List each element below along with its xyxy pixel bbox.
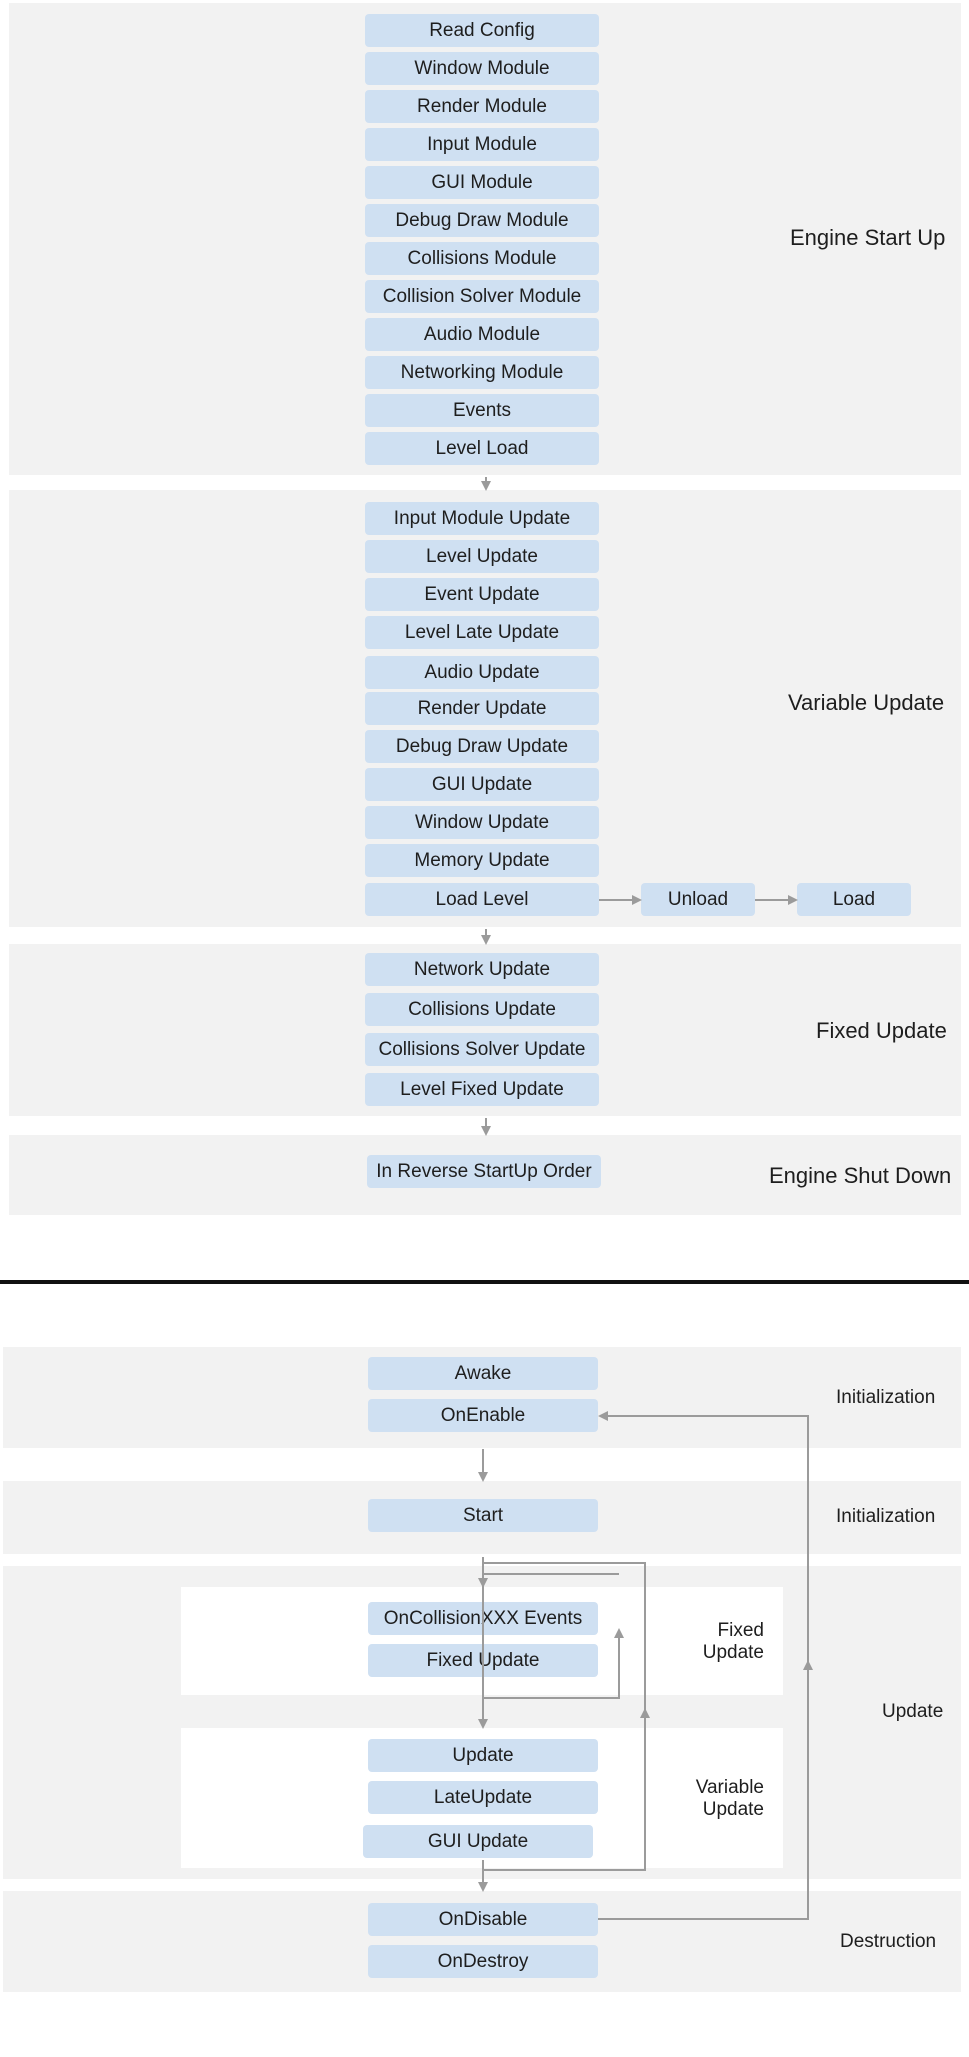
step-awake: Awake xyxy=(368,1357,598,1390)
step-level-update: Level Update xyxy=(365,540,599,573)
step-networking-module: Networking Module xyxy=(365,356,599,389)
step-oncollision-events: OnCollisionXXX Events xyxy=(368,1602,598,1635)
step-ondisable: OnDisable xyxy=(368,1903,598,1936)
step-collisions-solver-update: Collisions Solver Update xyxy=(365,1033,599,1066)
step-events: Events xyxy=(365,394,599,427)
section-divider xyxy=(0,1280,969,1284)
fixed-update-label: Fixed Update xyxy=(816,1018,947,1043)
engine-shutdown-label: Engine Shut Down xyxy=(769,1163,952,1188)
step-fixed-update: Fixed Update xyxy=(368,1644,598,1677)
step-audio-module: Audio Module xyxy=(365,318,599,351)
step-window-update: Window Update xyxy=(365,806,599,839)
step-load: Load xyxy=(797,883,911,916)
step-ondestroy: OnDestroy xyxy=(368,1945,598,1978)
step-memory-update: Memory Update xyxy=(365,844,599,877)
step-level-late-update: Level Late Update xyxy=(365,616,599,649)
step-onenable: OnEnable xyxy=(368,1399,598,1432)
step-render-module: Render Module xyxy=(365,90,599,123)
step-debug-draw-update: Debug Draw Update xyxy=(365,730,599,763)
step-reverse-startup: In Reverse StartUp Order xyxy=(367,1155,601,1188)
step-render-update: Render Update xyxy=(365,692,599,725)
step-level-fixed-update: Level Fixed Update xyxy=(365,1073,599,1106)
step-read-config: Read Config xyxy=(365,14,599,47)
variable-update-panel-label-2: Update xyxy=(702,1799,764,1820)
step-debug-draw-module: Debug Draw Module xyxy=(365,204,599,237)
variable-update-panel-label-1: Variable xyxy=(695,1777,764,1798)
step-network-update: Network Update xyxy=(365,953,599,986)
step-collisions-update: Collisions Update xyxy=(365,993,599,1026)
variable-update-label: Variable Update xyxy=(788,690,945,715)
step-window-module: Window Module xyxy=(365,52,599,85)
step-gui-update: GUI Update xyxy=(365,768,599,801)
step-collisions-module: Collisions Module xyxy=(365,242,599,275)
step-audio-update: Audio Update xyxy=(365,656,599,689)
engine-startup-label: Engine Start Up xyxy=(790,225,946,250)
update-label: Update xyxy=(882,1701,944,1722)
step-input-module: Input Module xyxy=(365,128,599,161)
step-event-update: Event Update xyxy=(365,578,599,611)
step-level-load: Level Load xyxy=(365,432,599,465)
step-update: Update xyxy=(368,1739,598,1772)
destruction-label: Destruction xyxy=(840,1931,937,1952)
step-gui-module: GUI Module xyxy=(365,166,599,199)
step-gui-update-bottom: GUI Update xyxy=(363,1825,593,1858)
fixed-update-panel-label-2: Update xyxy=(702,1642,764,1663)
initialization-label-1: Initialization xyxy=(836,1387,936,1408)
fixed-update-panel-label-1: Fixed xyxy=(717,1620,764,1641)
step-unload: Unload xyxy=(641,883,755,916)
step-start: Start xyxy=(368,1499,598,1532)
step-load-level: Load Level xyxy=(365,883,599,916)
initialization-label-2: Initialization xyxy=(836,1506,936,1527)
step-input-module-update: Input Module Update xyxy=(365,502,599,535)
step-collision-solver-module: Collision Solver Module xyxy=(365,280,599,313)
step-lateupdate: LateUpdate xyxy=(368,1781,598,1814)
